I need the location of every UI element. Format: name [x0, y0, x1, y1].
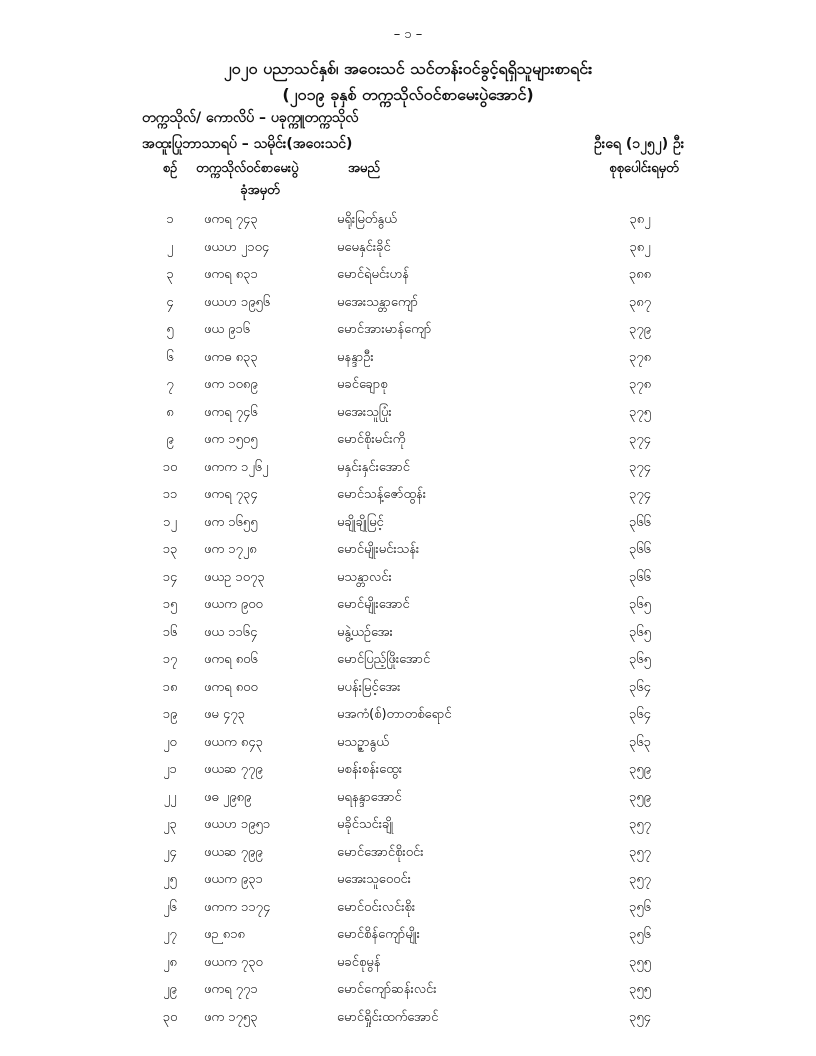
row-roll-number: ဖကရ ၈၃၁ — [204, 267, 258, 282]
row-name: မခိုင်သင်းချို — [337, 817, 394, 832]
row-name: မရိုးမြတ်နွယ် — [337, 212, 397, 227]
row-score: ၃၇၉ — [629, 322, 651, 337]
page-number: – ၁ – — [393, 27, 423, 42]
row-roll-number: ဖယက ၈၄၃ — [204, 734, 263, 750]
table-row — [0, 645, 816, 673]
table-row — [0, 618, 816, 646]
row-roll-number: ဖယဟ ၁၉၅၆ — [204, 294, 271, 310]
table-row — [0, 1003, 816, 1031]
table-row — [0, 288, 816, 316]
row-roll-number: ဖကရ ၇၄၃ — [204, 212, 258, 227]
row-name: မသဥ္ဇာနွယ် — [337, 734, 389, 750]
row-number: ၂၆ — [163, 899, 177, 915]
row-roll-number: ဖက ၁၆၅၅ — [204, 514, 258, 530]
table-row — [0, 865, 816, 893]
row-score: ၃၅၉ — [629, 789, 651, 805]
row-name: မောင်စိုးမင်းကို — [337, 432, 406, 447]
row-score: ၃၅၇ — [629, 872, 651, 887]
row-roll-number: ဖမ ၄၇၃ — [204, 707, 245, 722]
row-name: မနန္ဒာဦး — [337, 349, 374, 365]
row-name: မောင်သန့်ဇော်ထွန်း — [337, 487, 427, 502]
document-subtitle: (၂၀၁၉ ခုနှစ် တက္ကသိုလ်ဝင်စာမေးပွဲအောင်) — [282, 85, 534, 104]
row-score: ၃၇၈ — [628, 377, 652, 392]
row-name: မနှင်းနှင်းအောင် — [337, 459, 410, 475]
table-row — [0, 673, 816, 701]
row-score: ၃၆၃ — [629, 734, 651, 750]
row-name: မအေးသူပြုံး — [337, 404, 392, 420]
row-number: ၂၉ — [163, 982, 177, 997]
row-score: ၃၅၅ — [629, 982, 651, 997]
table-row — [0, 783, 816, 811]
row-score: ၃၅၄ — [629, 1009, 651, 1025]
row-score: ၃၈၂ — [629, 239, 651, 255]
row-roll-number: ဖကရ ၇၇၁ — [204, 982, 258, 997]
row-roll-number: ဖယဥ ၁၀၇၃ — [204, 569, 265, 585]
row-name: မောင်မျိုးအောင် — [337, 597, 410, 612]
subject-line: အထူးပြုဘာသာရပ် – သမိုင်း(အဝေးသင်) — [142, 136, 353, 152]
row-roll-number: ဖယက ၉၀၀ — [204, 597, 263, 612]
row-name: မောင်ဝင်းလင်းစိုး — [337, 899, 416, 915]
row-roll-number: ဖကရ ၈၀၀ — [204, 679, 258, 695]
row-name: မခင်ချောစု — [337, 377, 388, 392]
row-number: ၁၃ — [162, 542, 178, 557]
row-roll-number: ဖကရ ၇၄၆ — [204, 404, 258, 420]
row-score: ၃၆၆ — [629, 569, 651, 585]
row-score: ၃၆၅ — [629, 652, 651, 667]
row-roll-number: ဖက ၁၇၅၃ — [204, 1009, 258, 1025]
row-roll-number: ဖကက ၁၁၇၄ — [204, 899, 271, 915]
row-roll-number: ဖကဓ ၈၃၃ — [204, 349, 258, 365]
row-name: မောင်စိန်ကျော်မျိုး — [337, 927, 420, 942]
row-roll-number: ဖယဆ ၇၇၉ — [204, 762, 263, 777]
row-roll-number: ဖကက ၁၂၆၂ — [204, 459, 269, 475]
row-number: ၄ — [166, 294, 174, 310]
row-roll-number: ဖယက ၇၃၀ — [204, 954, 263, 970]
row-score: ၃၆၆ — [629, 542, 651, 557]
row-name: မအေးသန္တာကျော် — [337, 294, 419, 310]
table-row — [0, 920, 816, 948]
row-score: ၃၇၄ — [629, 459, 651, 475]
row-roll-number: ဖက ၁၇၂၈ — [204, 542, 257, 557]
row-roll-number: ဖယဟ ၂၁၀၄ — [204, 239, 270, 255]
row-score: ၃၇၄ — [629, 432, 651, 447]
row-name: မသန္တာလင်း — [337, 569, 392, 585]
total-count: ဦးရေ (၁၂၅၂) ဦး — [594, 136, 685, 152]
row-number: ၁၄ — [162, 569, 178, 585]
table-row — [0, 315, 816, 343]
table-row — [0, 370, 816, 398]
row-score: ၃၈၂ — [629, 212, 651, 227]
table-row — [0, 948, 816, 976]
row-number: ၂၁ — [163, 762, 177, 777]
row-number: ၁၂ — [163, 514, 177, 530]
row-roll-number: ဖကရ ၇၃၄ — [204, 487, 258, 502]
row-roll-number: ဖယ ၉၁၆ — [204, 322, 251, 337]
row-number: ၁၉ — [162, 707, 178, 722]
row-name: မောင်အားမာန်ကျော် — [337, 322, 432, 337]
row-name: မောင်ပြည့်ဖြိုးအောင် — [337, 652, 431, 667]
row-number: ၁၀ — [162, 459, 178, 475]
row-score: ၃၆၄ — [629, 679, 651, 695]
row-number: ၆ — [166, 349, 174, 365]
row-score: ၃၇၄ — [629, 487, 651, 502]
row-score: ၃၆၅ — [629, 624, 651, 640]
row-score: ၃၆၅ — [629, 597, 651, 612]
document-title: ၂၀၂၀ ပညာသင်နှစ်၊ အဝေးသင် သင်တန်းဝင်ခွင့်ရရှိသူများစာရင်း — [223, 59, 593, 78]
row-number: ၁ — [166, 212, 174, 227]
row-name: မအေးသူဝေဝင်း — [337, 872, 411, 887]
row-name: မောင်မျိုးမင်းသန်း — [337, 542, 420, 557]
table-row — [0, 508, 816, 536]
table-row — [0, 233, 816, 261]
table-row — [0, 975, 816, 1003]
row-name: မအကံ(စ်)တာတစ်ရောင် — [337, 707, 452, 722]
row-score: ၃၈၇ — [628, 294, 652, 310]
table-row — [0, 755, 816, 783]
row-name: မောင်ရဲမင်းဟန် — [337, 267, 409, 282]
table-row — [0, 260, 816, 288]
header-score: စုစုပေါင်းရမှတ် — [609, 161, 679, 176]
row-score: ၃၆၄ — [629, 707, 651, 722]
table-row — [0, 838, 816, 866]
row-number: ၈ — [166, 404, 174, 420]
row-number: ၂၃ — [163, 817, 177, 832]
table-row — [0, 343, 816, 371]
row-roll-number: ဖယဟ ၁၉၅၁ — [204, 817, 271, 832]
header-roll-line1: တက္ကသိုလ်ဝင်စာမေးပွဲ — [196, 161, 299, 176]
table-row — [0, 205, 816, 233]
row-name: မမေနှင်းခိုင် — [337, 239, 391, 255]
row-number: ၃၀ — [162, 1009, 178, 1025]
university-line: တက္ကသိုလ်/ ကောလိပ် – ပခုက္ကူတက္ကသိုလ် — [142, 110, 359, 126]
header-roll-line2: ခုံအမှတ် — [240, 183, 280, 198]
row-number: ၃ — [166, 267, 174, 282]
row-roll-number: ဖယဆ ၇၉၉ — [204, 844, 263, 860]
row-number: ၇ — [166, 377, 174, 392]
row-number: ၂၄ — [163, 844, 177, 860]
row-roll-number: ဖက ၁၅၀၅ — [204, 432, 258, 447]
table-row — [0, 590, 816, 618]
row-name: မစန်းစန်းထွေး — [337, 762, 403, 777]
row-roll-number: ဖက ၁၀၈၉ — [204, 377, 258, 392]
row-number: ၅ — [166, 322, 174, 337]
row-number: ၂၇ — [163, 927, 177, 942]
row-roll-number: ဖယက ၉၃၁ — [204, 872, 263, 887]
table-row — [0, 425, 816, 453]
row-number: ၂ — [166, 239, 174, 255]
table-row — [0, 810, 816, 838]
row-number: ၁၇ — [162, 652, 178, 667]
row-number: ၂၂ — [163, 789, 177, 805]
row-name: မခင်စုမွန် — [337, 954, 381, 970]
row-number: ၁၈ — [162, 679, 178, 695]
row-score: ၃၅၇ — [629, 844, 651, 860]
table-row — [0, 535, 816, 563]
row-number: ၉ — [166, 432, 174, 447]
row-name: မောင်ကျော်ဆန်းလင်း — [337, 982, 437, 997]
row-name: မရနန္ဒာအောင် — [337, 789, 402, 805]
row-score: ၃၇၈ — [628, 349, 652, 365]
row-number: ၁၅ — [162, 597, 178, 612]
table-row — [0, 563, 816, 591]
row-score: ၃၅၉ — [629, 762, 651, 777]
table-row — [0, 480, 816, 508]
row-number: ၂၀ — [163, 734, 177, 750]
row-number: ၁၆ — [162, 624, 178, 640]
results-table — [0, 205, 816, 1030]
row-score: ၃၅၆ — [629, 899, 651, 915]
row-score: ၃၈၈ — [628, 267, 652, 282]
header-name: အမည် — [348, 161, 380, 176]
row-name: မောင်ရှိုင်းထက်အောင် — [337, 1009, 439, 1025]
row-name: မချိုချိုမြင့် — [337, 514, 384, 530]
row-name: မနွဲ့ယဉ်အေး — [337, 624, 393, 640]
row-roll-number: ဖဉ ၈၁၈ — [204, 927, 245, 942]
row-number: ၂၈ — [163, 954, 177, 970]
row-roll-number: ဖဓ ၂၉၈၉ — [204, 789, 252, 805]
row-score: ၃၅၆ — [629, 927, 651, 942]
row-roll-number: ဖကရ ၈၀၆ — [204, 652, 258, 667]
row-roll-number: ဖယ ၁၁၆၄ — [204, 624, 258, 640]
table-row — [0, 728, 816, 756]
row-number: ၂၅ — [163, 872, 177, 887]
table-row — [0, 700, 816, 728]
table-row — [0, 453, 816, 481]
row-score: ၃၆၆ — [629, 514, 651, 530]
row-name: မပန်းမြင့်အေး — [337, 679, 401, 695]
row-score: ၃၇၅ — [629, 404, 651, 420]
row-name: မောင်အောင်စိုးဝင်း — [337, 844, 424, 860]
header-no: စဉ် — [162, 161, 178, 176]
row-number: ၁၁ — [162, 487, 178, 502]
row-score: ၃၅၅ — [629, 954, 651, 970]
row-score: ၃၅၇ — [629, 817, 651, 832]
table-row — [0, 893, 816, 921]
table-row — [0, 398, 816, 426]
